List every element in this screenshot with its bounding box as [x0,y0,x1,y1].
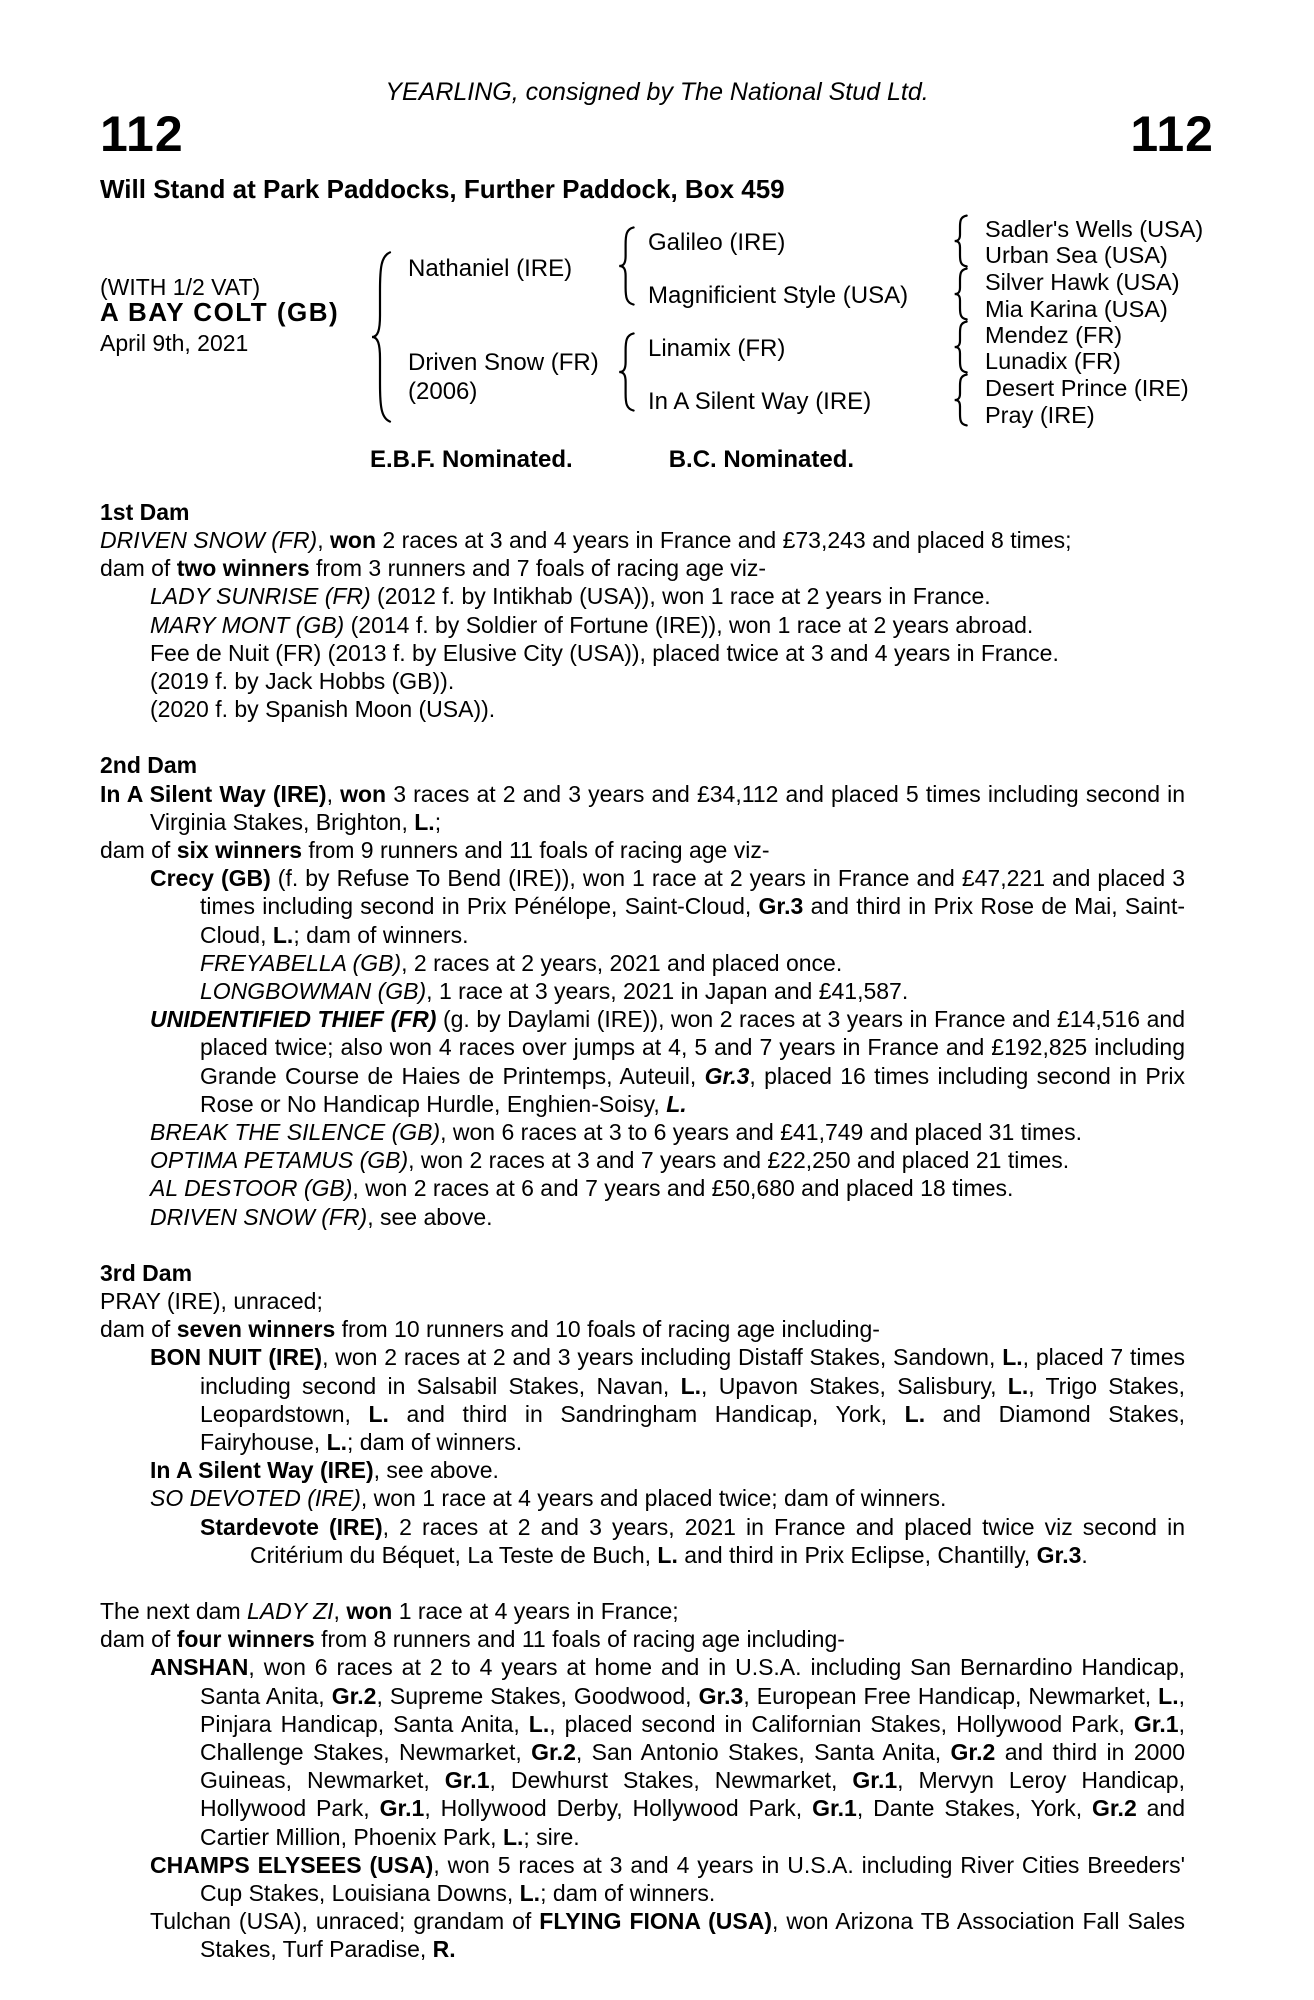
text-segment: , placed second in Californian Stakes, Hollywood Park, [549,1710,1134,1737]
text-segment: UNIDENTIFIED THIEF (FR) [150,1006,443,1033]
lot-number-left: 112 [100,105,184,162]
text-segment: Gr.2 [1091,1795,1137,1822]
text-segment: , see above. [367,1203,493,1230]
pedigree-paragraph [100,639,1185,667]
granddam-paternal-name: Magnificient Style (USA) [648,282,909,310]
great-grandparents-brace-3 [952,320,972,374]
text-segment: (2020 f. by Spanish Moon (USA)). [150,696,496,723]
text-segment: four winners [176,1626,315,1653]
dam-name: Driven Snow (FR) [408,349,599,377]
text-segment: , 2 races at 2 years, 2021 and placed once. [401,949,843,976]
pedigree-text-sections [0,498,1314,1964]
text-segment: , Challenge Stakes, Newmarket, [200,1710,1185,1766]
text-segment: (g. by Daylami (IRE)), won 2 races at 3 years in France and £14,516 and placed twice; also won 4 races over jumps at 4, 5 and 7 years in France and £192,825 including Grande Course de Haies de Printemps, Auteuil, [200,1006,1185,1089]
text-segment: (f. by Refuse To Bend (IRE)), won 1 race at 2 years in France and £47,221 and placed 3 times including second in Prix Pénélope, Saint-Cloud, [200,865,1185,920]
pedigree-paragraph [100,1625,1185,1653]
text-segment: dam of [100,1626,177,1653]
pedigree-paragraph [100,667,1185,695]
text-segment: Gr.1 [812,1795,857,1822]
text-segment: seven winners [176,1316,336,1343]
text-segment: , Dante Stakes, York, [856,1795,1092,1822]
pedigree-paragraph [100,780,1185,836]
text-segment: , won 6 races at 3 to 6 years and £41,749 and placed 31 times. [440,1119,1082,1145]
text-segment: Gr.3 [698,1682,744,1709]
text-segment: FLYING FIONA (USA) [539,1908,772,1935]
pedigree-paragraph [100,836,1185,864]
text-segment: Crecy (GB) [150,865,271,892]
text-segment: DRIVEN SNOW (FR) [100,526,318,553]
text-segment: L. [680,1372,702,1399]
text-segment: L. [502,1823,524,1850]
text-segment: 2 races at 3 and 4 years in France and £73,243 and placed 8 times; [376,526,1072,553]
text-segment: dam of [100,1316,177,1343]
pedigree-paragraph [100,1851,1185,1907]
pedigree-paragraph [100,1597,1185,1625]
text-segment: , Upavon Stakes, Salisbury, [701,1372,1008,1399]
text-segment: LADY ZI [247,1598,334,1625]
text-segment: , won 2 races at 3 and 7 years and £22,250 and placed 21 times. [408,1147,1070,1174]
great-grandparents-brace-2 [952,267,972,321]
text-segment: PRAY (IRE), unraced; [100,1288,323,1315]
pedigree-paragraph [100,977,1185,1005]
text-segment: from 3 runners and 7 foals of racing age viz- [309,555,767,582]
great-grandparents-brace-4 [952,373,972,427]
text-segment: Tulchan (USA), unraced; grandam of [150,1908,540,1935]
text-segment: L. [272,921,294,948]
text-segment: , won 1 race at 4 years and placed twice; dam of winners. [360,1485,947,1512]
text-segment: Stardevote (IRE) [200,1513,383,1540]
dam-section [100,498,1185,724]
text-segment: six winners [176,836,302,863]
dam-section [100,1597,1185,1964]
dam-section [100,1259,1185,1569]
text-segment: , won 2 races at 6 and 7 years and £50,680 and placed 18 times. [352,1175,1014,1202]
text-segment: L. [666,1090,687,1117]
text-segment: ; dam of winners. [540,1880,716,1907]
text-segment: The next dam [100,1598,248,1625]
text-segment: BREAK THE SILENCE (GB) [150,1119,441,1145]
pedigree-paragraph [100,1146,1185,1174]
text-segment: (2019 f. by Jack Hobbs (GB)). [150,667,455,694]
pedigree-paragraph [100,1203,1185,1231]
text-segment: Gr.1 [1133,1710,1179,1737]
dam-section-heading: 2nd Dam [100,752,198,779]
text-segment: , see above. [373,1457,499,1484]
pedigree-table [0,213,1314,435]
text-segment: DRIVEN SNOW (FR) [150,1203,368,1230]
text-segment: , 2 races at 2 and 3 years, 2021 in France and placed twice viz second in Critérium du Béquet, La Teste de Buch, [250,1513,1185,1568]
text-segment: LADY SUNRISE (FR) [150,583,371,610]
text-segment: OPTIMA PETAMUS (GB) [150,1147,409,1174]
great-grandsire-4: Desert Prince (IRE) [985,375,1189,402]
text-segment: FREYABELLA (GB) [200,949,402,976]
text-segment: from 10 runners and 10 foals of racing age including- [335,1316,880,1343]
text-segment: dam of [100,555,177,582]
text-segment: ; dam of winners. [293,921,469,948]
text-segment: and third in Prix Rose de Mai, Saint-Cloud, [200,893,1185,948]
text-segment: CHAMPS ELYSEES (USA) [150,1851,434,1878]
pedigree-paragraph [100,949,1185,977]
text-segment: In A Silent Way (IRE) [150,1457,374,1484]
text-segment: Gr.1 [444,1767,490,1794]
text-segment: 1 race at 4 years in France; [392,1598,679,1625]
great-granddam-1: Urban Sea (USA) [985,242,1168,269]
text-segment: L. [368,1400,389,1427]
text-segment: , 1 race at 3 years, 2021 in Japan and £41,587. [426,977,909,1004]
text-segment: , Pinjara Handicap, Santa Anita, [200,1682,1185,1737]
text-segment: two winners [176,555,310,582]
pedigree-paragraph [100,1005,1185,1118]
text-segment: , Hollywood Derby, Hollywood Park, [424,1795,813,1822]
pedigree-paragraph [100,1484,1185,1512]
text-segment: AL DESTOOR (GB) [150,1175,353,1202]
pedigree-paragraph [100,695,1185,723]
text-segment: and third in 2000 Guineas, Newmarket, [200,1739,1185,1794]
text-segment: Gr.3 [1036,1541,1082,1568]
text-segment: Gr.1 [379,1795,425,1822]
text-segment: from 8 runners and 11 foals of racing age including- [314,1626,845,1653]
sire-name: Nathaniel (IRE) [408,255,573,283]
text-segment: , won 6 races at 2 to 4 years at home and in U.S.A. including San Bernardino Handicap, Santa Anita, [200,1654,1185,1709]
text-segment: Gr.2 [531,1739,576,1766]
pedigree-paragraph [100,611,1185,639]
lot-number-right: 112 [1130,105,1214,162]
subject-brace [368,247,398,427]
text-segment: R. [432,1936,456,1963]
dam-section-heading: 1st Dam [100,498,190,525]
text-segment: , [326,780,341,807]
text-segment: , Trigo Stakes, Leopardstown, [200,1372,1185,1427]
pedigree-paragraph [100,1287,1185,1315]
text-segment: Gr.3 [758,893,804,920]
text-segment: , won 5 races at 3 and 4 years in U.S.A. including River Cities Breeders' Cup Stakes, Louisiana Downs, [200,1851,1186,1907]
text-segment: (2012 f. by Intikhab (USA)), won 1 race at 2 years in France. [370,583,991,610]
text-segment: , Mervyn Leroy Handicap, Hollywood Park, [200,1767,1185,1822]
nominations-row [0,447,1314,473]
great-granddam-4: Pray (IRE) [985,402,1095,429]
pedigree-paragraph [100,582,1185,610]
text-segment: and Cartier Million, Phoenix Park, [200,1795,1186,1850]
text-segment: L. [1002,1344,1023,1371]
text-segment: , [333,1598,347,1625]
text-segment: , won 2 races at 2 and 3 years including Distaff Stakes, Sandown, [322,1344,1003,1371]
dam-section [100,751,1185,1230]
pedigree-paragraph [100,554,1185,582]
lot-number-row [0,105,1314,162]
text-segment: won [330,526,376,553]
text-segment: Gr.1 [852,1767,898,1794]
foaling-date: April 9th, 2021 [100,330,249,357]
pedigree-paragraph [100,1174,1185,1202]
text-segment: Gr.2 [331,1682,377,1709]
sire-brace [616,225,640,307]
text-segment: L. [657,1541,678,1568]
dam-section-heading: 3rd Dam [100,1259,193,1286]
grandsire-paternal-name: Galileo (IRE) [648,229,786,257]
great-granddam-3: Lunadix (FR) [985,348,1121,375]
text-segment: dam of [100,836,177,863]
text-segment: won [340,780,387,807]
great-grandsire-3: Mendez (FR) [985,322,1123,349]
pedigree-paragraph [100,1118,1185,1146]
vat-note: (WITH 1/2 VAT) [100,274,261,301]
ebf-nomination: E.B.F. Nominated. [370,446,573,474]
text-segment: and Diamond Stakes, Fairyhouse, [200,1400,1185,1456]
text-segment: L. [904,1400,926,1427]
text-segment: and third in Prix Eclipse, Chantilly, [677,1541,1037,1568]
grandsire-maternal-name: Linamix (FR) [648,335,786,363]
pedigree-paragraph [100,864,1185,949]
text-segment: , Dewhurst Stakes, Newmarket, [489,1767,853,1794]
bc-nomination: B.C. Nominated. [668,446,855,474]
text-segment: MARY MONT (GB) [150,611,345,638]
text-segment: , [317,526,330,553]
great-grandparents-brace-1 [952,214,972,268]
granddam-maternal-name: In A Silent Way (IRE) [648,388,872,416]
text-segment: Gr.2 [950,1739,996,1766]
great-grandsire-2: Silver Hawk (USA) [985,269,1180,296]
text-segment: , European Free Handicap, Newmarket, [743,1682,1159,1709]
pedigree-paragraph [100,526,1185,554]
text-segment: L. [1158,1682,1179,1709]
dam-foal-year: (2006) [408,378,478,406]
text-segment: L. [414,808,435,835]
text-segment: ; [434,808,442,835]
text-segment: ; dam of winners. [347,1429,523,1456]
text-segment: Gr.3 [704,1062,750,1089]
dam-brace [616,331,640,413]
text-segment: , won Arizona TB Association Fall Sales Stakes, Turf Paradise, [200,1908,1186,1963]
text-segment: In A Silent Way (IRE) [100,780,327,807]
text-segment: (2014 f. by Soldier of Fortune (IRE)), won 1 race at 2 years abroad. [344,611,1034,638]
pedigree-paragraph [100,1343,1185,1456]
text-segment: from 9 runners and 11 foals of racing age viz- [302,836,770,863]
text-segment: . [1081,1541,1088,1568]
text-segment: 3 races at 2 and 3 years and £34,112 and placed 5 times including second in Virginia Stakes, Brighton, [150,780,1186,835]
text-segment: and third in Sandringham Handicap, York, [388,1400,905,1427]
text-segment: , placed 16 times including second in Prix Rose or No Handicap Hurdle, Enghien-Soisy, [200,1062,1185,1117]
text-segment: ANSHAN [150,1654,249,1681]
text-segment: ; sire. [523,1823,580,1850]
pedigree-paragraph [100,1907,1185,1963]
text-segment: SO DEVOTED (IRE) [150,1485,361,1512]
pedigree-paragraph [100,1653,1185,1850]
text-segment: L. [1007,1372,1029,1399]
text-segment: Fee de Nuit (FR) (2013 f. by Elusive City (USA)), placed twice at 3 and 4 years in France. [150,639,1059,666]
pedigree-paragraph [100,1456,1185,1484]
text-segment: L. [326,1429,348,1456]
great-granddam-2: Mia Karina (USA) [985,296,1168,323]
text-segment: , San Antonio Stakes, Santa Anita, [575,1739,951,1766]
text-segment: L. [528,1710,550,1737]
text-segment: BON NUIT (IRE) [150,1344,323,1371]
pedigree-paragraph [100,1513,1185,1569]
stand-location-line: Will Stand at Park Paddocks, Further Paddock, Box 459 [100,173,785,204]
text-segment: LONGBOWMAN (GB) [200,977,427,1004]
great-grandsire-1: Sadler's Wells (USA) [985,216,1204,243]
text-segment: , placed 7 times including second in Salsabil Stakes, Navan, [200,1344,1185,1399]
text-segment: won [346,1598,393,1625]
text-segment: L. [519,1880,541,1907]
subject-name: A BAY COLT (GB) [100,297,340,328]
text-segment: , Supreme Stakes, Goodwood, [376,1682,699,1709]
pedigree-paragraph [100,1315,1185,1343]
consignor-line: YEARLING, consigned by The National Stud Ltd. [385,78,929,106]
